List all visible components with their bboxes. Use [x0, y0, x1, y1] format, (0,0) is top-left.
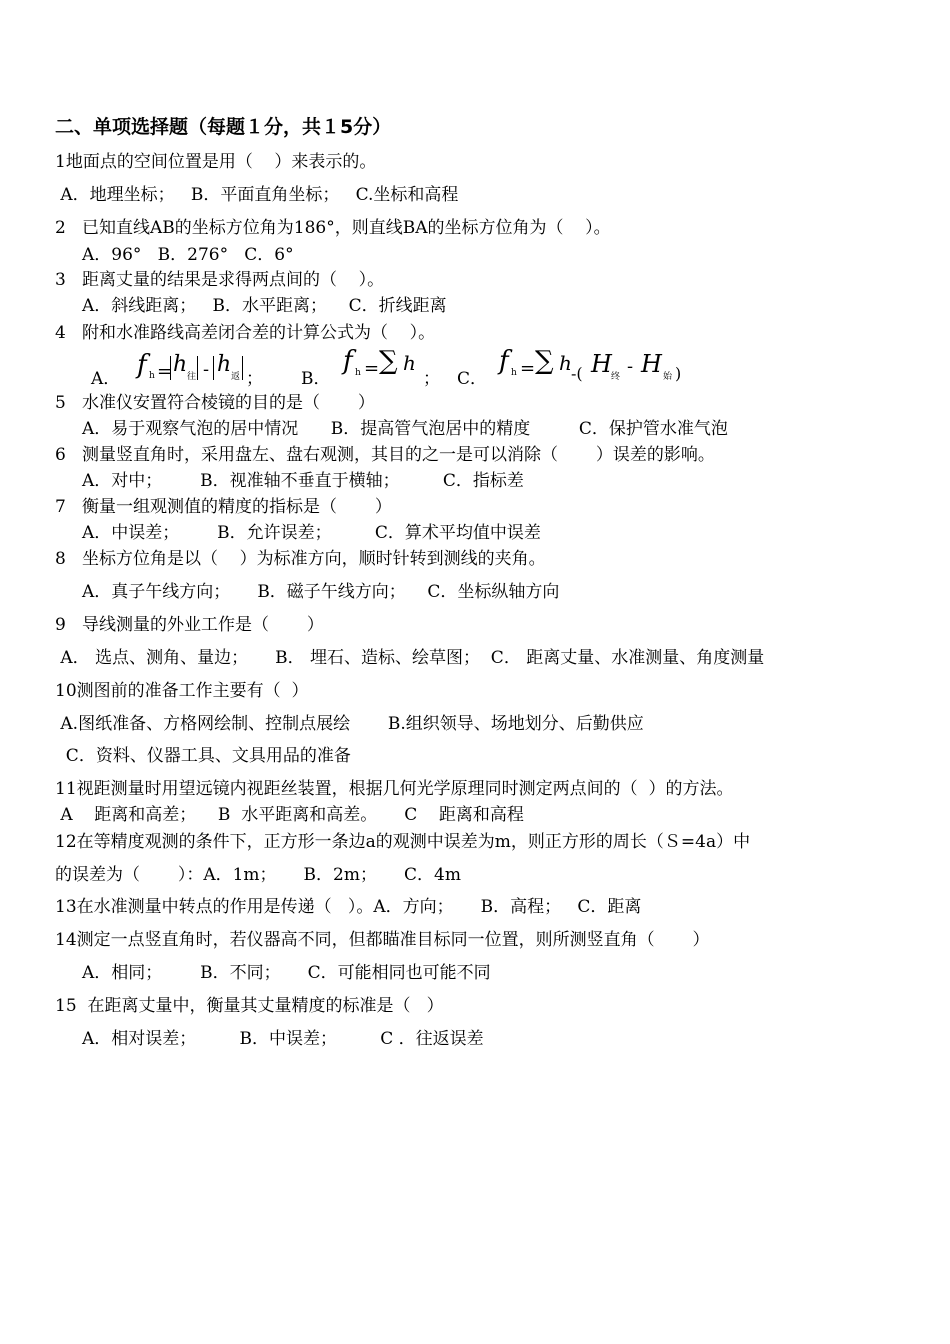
- question-1-options: A．地理坐标； B．平面直角坐标； C.坐标和高程: [55, 185, 459, 205]
- question-7-options: A．中误差； B．允许误差； C．算术平均值中误差: [55, 523, 541, 543]
- abs-bar: [242, 356, 243, 380]
- formula-a-sub-wang: 往: [187, 372, 197, 382]
- formula-b-sub: h: [355, 368, 361, 378]
- formula-b-semi: ；: [423, 369, 440, 389]
- abs-bar: [197, 356, 198, 380]
- formula-c-f: f: [499, 346, 509, 376]
- question-15-options: A．相对误差； B．中误差； C ．往返误差: [55, 1029, 484, 1049]
- question-8-options: A．真子午线方向； B．磁子午线方向； C．坐标纵轴方向: [55, 582, 560, 602]
- formula-a-f: f: [137, 350, 147, 380]
- question-12-stem: 12在等精度观测的条件下，正方形一条边a的观测中误差为m，则正方形的周长（Ｓ=4a）中: [55, 832, 751, 852]
- question-14-options: A．相同； B．不同； C．可能相同也可能不同: [55, 963, 491, 983]
- question-14-stem: 14测定一点竖直角时，若仪器高不同，但都瞄准目标同一位置，则所测竖直角（ ）: [55, 930, 710, 950]
- formula-a-sub: h: [149, 371, 155, 381]
- question-3-stem: 3 距离丈量的结果是求得两点间的（ ）。: [55, 270, 385, 290]
- abs-bar: [170, 356, 171, 380]
- question-2-options: A．96° B．276° C．6°: [55, 245, 294, 265]
- formula-a-sub-fan: 返: [231, 372, 241, 382]
- formula-b-sigma: ∑: [379, 346, 398, 376]
- formula-c-sub-shi: 始: [663, 372, 673, 382]
- formula-c-H-start: H: [641, 350, 662, 378]
- question-1-stem: 1地面点的空间位置是用（ ）来表示的。: [55, 152, 377, 172]
- question-11-stem: 11视距测量时用望远镜内视距丝装置，根据几何光学原理同时测定两点间的（ ）的方法。: [55, 779, 734, 799]
- question-8-stem: 8 坐标方位角是以（ ）为标准方向，顺时针转到测线的夹角。: [55, 549, 546, 569]
- question-10-options-c: C．资料、仪器工具、文具用品的准备: [55, 746, 351, 766]
- option-b-label: B．: [301, 369, 331, 389]
- section-title: 二、单项选择题（每题１分，共１5分）: [55, 116, 392, 138]
- formula-c-paren-open: -(: [571, 364, 583, 383]
- formula-c-equals: =: [520, 358, 536, 379]
- question-5-options: A．易于观察气泡的居中情况 B．提高管气泡居中的精度 C．保护管水准气泡: [55, 419, 728, 439]
- formula-b-h: h: [403, 351, 416, 375]
- question-10-stem: 10测图前的准备工作主要有（ ）: [55, 681, 309, 701]
- question-4-stem: 4 附和水准路线高差闭合差的计算公式为（ ）。: [55, 323, 436, 343]
- formula-b-f: f: [343, 346, 353, 376]
- formula-a-h2: h: [217, 352, 232, 377]
- formula-c-paren-close: ): [675, 364, 682, 383]
- formula-a-minus: -: [203, 359, 210, 380]
- question-7-stem: 7 衡量一组观测值的精度的指标是（ ）: [55, 497, 392, 517]
- option-a-label: A．: [91, 369, 121, 389]
- question-5-stem: 5 水准仪安置符合棱镜的目的是（ ）: [55, 393, 375, 413]
- formula-c-H-end: H: [591, 350, 612, 378]
- question-9-options: A． 选点、测角、量边； B． 埋石、造标、绘草图； C． 距离丈量、水准测量、角度测量: [55, 648, 765, 668]
- formula-c-minus: -: [627, 356, 634, 377]
- question-2-stem: 2 已知直线AB的坐标方位角为186°，则直线BA的坐标方位角为（ ）。: [55, 218, 611, 238]
- formula-b-equals: =: [364, 358, 380, 379]
- formula-c-sub-zhong: 终: [611, 372, 621, 382]
- question-13-stem: 13在水准测量中转点的作用是传递（ ）。A．方向； B．高程； C．距离: [55, 897, 642, 917]
- formula-a-h1: h: [173, 352, 188, 377]
- formula-c-sigma: ∑: [535, 346, 554, 376]
- option-c-label: C．: [457, 369, 488, 389]
- question-11-options: A 距离和高差； B 水平距离和高差。 C 距离和高程: [55, 805, 524, 825]
- formula-a-equals: =: [157, 361, 173, 382]
- question-3-options: A．斜线距离； B．水平距离； C．折线距离: [55, 296, 447, 316]
- question-6-stem: 6 测量竖直角时，采用盘左、盘右观测，其目的之一是可以消除（ ）误差的影响。: [55, 445, 715, 465]
- question-9-stem: 9 导线测量的外业工作是（ ）: [55, 615, 324, 635]
- question-15-stem: 15 在距离丈量中，衡量其丈量精度的标准是（ ）: [55, 996, 444, 1016]
- question-4-formulas: [91, 346, 791, 389]
- formula-a-semi: ；: [246, 369, 263, 389]
- question-12-stem-2: 的误差为（ ）：A．1m； B．2m； C．4m: [55, 865, 461, 885]
- question-6-options: A．对中； B．视准轴不垂直于横轴； C．指标差: [55, 471, 524, 491]
- question-10-options-ab: A.图纸准备、方格网绘制、控制点展绘 B.组织领导、场地划分、后勤供应: [55, 714, 644, 734]
- formula-c-h: h: [559, 351, 572, 375]
- abs-bar: [213, 356, 214, 380]
- formula-c-sub: h: [511, 368, 517, 378]
